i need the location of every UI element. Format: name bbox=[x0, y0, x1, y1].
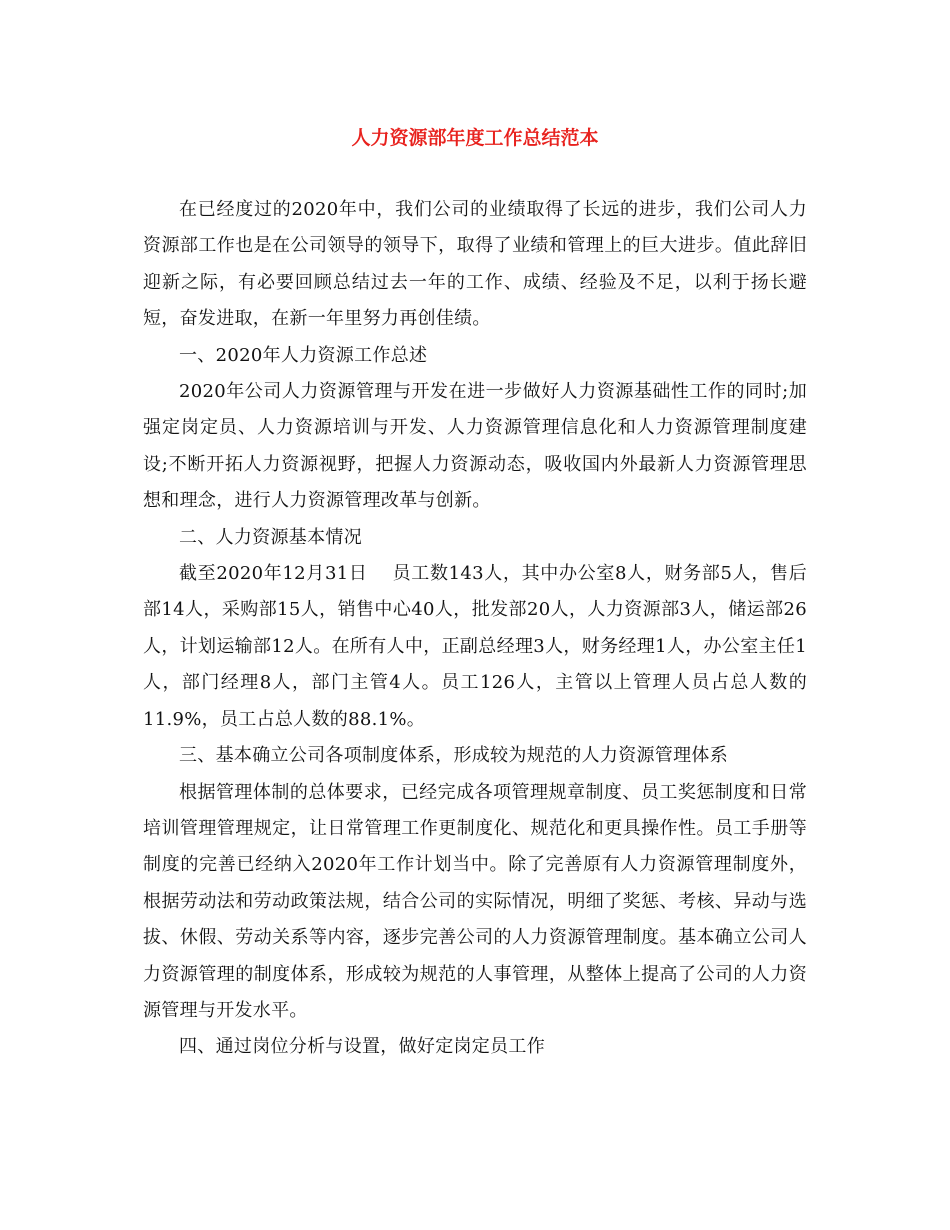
section-heading-4: 四、通过岗位分析与设置，做好定岗定员工作 bbox=[179, 1036, 545, 1058]
section-1-paragraph: 2020年公司人力资源管理与开发在进一步做好人力资源基础性工作的同时;加强定岗定员、人力资源培训与开发、人力资源管理信息化和人力资源管理制度建设;不断开拓人力资源视野，把握人力资源动态，吸收国内外最新人力资源管理思想和理念，进行人力资源管理改革与创新。 bbox=[143, 381, 807, 512]
document-title: 人力资源部年度工作总结范本 bbox=[351, 127, 599, 149]
section-2-paragraph: 截至2020年12月31日 员工数143人，其中办公室8人，财务部5人，售后部14人，采购部15人，销售中心40人，批发部20人，人力资源部3人，储运部26人，计划运输部12人。在所有人中，正副总经理3人，财务经理1人，办公室主任1人，部门经理8人，部门主管4人。员工126人，主管以上管理人员占总人数的11.9%，员工占总人数的88.1%。 bbox=[143, 563, 807, 730]
section-heading-2: 二、人力资源基本情况 bbox=[179, 526, 362, 548]
section-heading-1: 一、2020年人力资源工作总述 bbox=[179, 344, 428, 366]
intro-paragraph: 在已经度过的2020年中，我们公司的业绩取得了长远的进步，我们公司人力资源部工作也是在公司领导的领导下，取得了业绩和管理上的巨大进步。值此辞旧迎新之际，有必要回顾总结过去一年的工作、成绩、经验及不足，以利于扬长避短，奋发进取，在新一年里努力再创佳绩。 bbox=[143, 199, 807, 330]
section-heading-3: 三、基本确立公司各项制度体系，形成较为规范的人力资源管理体系 bbox=[179, 745, 728, 767]
section-3-paragraph: 根据管理体制的总体要求，已经完成各项管理规章制度、员工奖惩制度和日常培训管理管理规定，让日常管理工作更制度化、规范化和更具操作性。员工手册等制度的完善已经纳入2020年工作计划当中。除了完善原有人力资源管理制度外，根据劳动法和劳动政策法规，结合公司的实际情况，明细了奖惩、考核、异动与选拔、休假、劳动关系等内容，逐步完善公司的人力资源管理制度。基本确立公司人力资源管理的制度体系，形成较为规范的人事管理，从整体上提高了公司的人力资源管理与开发水平。 bbox=[143, 781, 807, 1021]
document-body bbox=[143, 192, 807, 1066]
